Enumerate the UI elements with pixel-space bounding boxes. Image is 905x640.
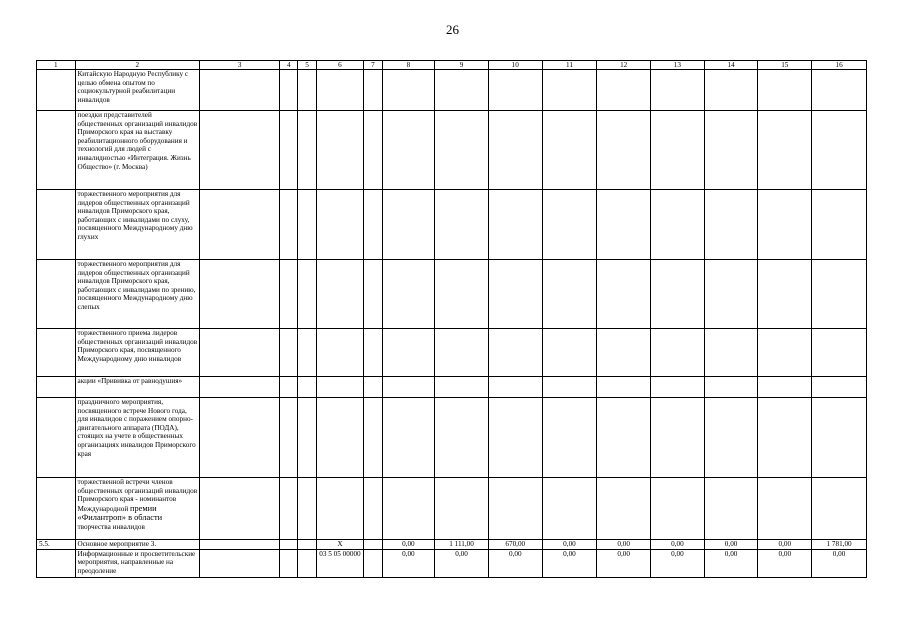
code-cell: X — [316, 540, 364, 550]
header-cell: 4 — [280, 61, 298, 70]
header-cell: 1 — [37, 61, 76, 70]
activity-text: торжественного мероприятия для лидеров общественных организаций инвалидов Приморского края, работающих с инвалидами по слуху, посвященного Международному дню глухих — [75, 190, 200, 260]
amount-cell: 0,00 — [597, 549, 651, 577]
header-cell: 15 — [758, 61, 812, 70]
amount-cell: 0,00 — [704, 540, 758, 550]
amount-cell: 0,00 — [597, 540, 651, 550]
header-cell: 7 — [364, 61, 382, 70]
table-row — [37, 329, 867, 377]
activity-text: торжественного мероприятия для лидеров общественных организаций инвалидов Приморского края, работающих с инвалидами по зрению, посвященного Международному дню слепых — [75, 260, 200, 329]
table-row-5-5 — [37, 540, 867, 550]
page-number: 26 — [446, 22, 459, 37]
amount-cell: 0,00 — [488, 549, 542, 577]
activity-text-part: творчества инвалидов — [77, 522, 145, 531]
header-cell: 11 — [542, 61, 597, 70]
code-cell: 03 5 05 00000 — [316, 549, 364, 577]
header-cell: 13 — [651, 61, 705, 70]
amount-cell: 0,00 — [651, 540, 705, 550]
table-row-5-5-detail — [37, 549, 867, 577]
header-cell: 10 — [488, 61, 542, 70]
amount-cell: 0,00 — [758, 549, 812, 577]
header-cell: 6 — [316, 61, 364, 70]
amount-cell: 0,00 — [758, 540, 812, 550]
amount-cell: 0,00 — [382, 540, 435, 550]
amount-cell: 0,00 — [542, 549, 597, 577]
table-row — [37, 190, 867, 260]
table-row — [37, 478, 867, 540]
table-row — [37, 377, 867, 398]
amount-cell: 0,00 — [542, 540, 597, 550]
header-cell: 9 — [435, 61, 489, 70]
header-cell: 8 — [382, 61, 435, 70]
activity-text-part: торжественной встречи членов общественных организаций инвалидов Приморского края - номинантов Международной — [77, 478, 198, 513]
header-cell: 2 — [75, 61, 200, 70]
amount-cell: 670,00 — [488, 540, 542, 550]
activity-title: Основное мероприятие 3. — [75, 540, 200, 550]
header-cell: 16 — [812, 61, 867, 70]
table-row — [37, 70, 867, 111]
activity-text: торжественного приема лидеров общественных организаций инвалидов Приморского края, посвященного Международному дню инвалидов — [75, 329, 200, 377]
activity-text-large: премии «Филантроп» в области — [77, 503, 163, 523]
table-row — [37, 398, 867, 478]
amount-cell: 1 781,00 — [812, 540, 867, 550]
budget-table — [36, 60, 867, 578]
activity-text: акции «Прививка от равнодушия» — [75, 377, 200, 398]
header-cell: 3 — [200, 61, 280, 70]
header-cell: 14 — [704, 61, 758, 70]
table-row — [37, 111, 867, 190]
table-row — [37, 260, 867, 329]
row-number: 5.5. — [37, 540, 76, 550]
amount-cell: 0,00 — [812, 549, 867, 577]
amount-cell: 0,00 — [382, 549, 435, 577]
amount-cell: 0,00 — [704, 549, 758, 577]
activity-text: Информационные и просветительские мероприятия, направленные на преодоление — [75, 549, 200, 577]
activity-text: праздничного мероприятия, посвященного встрече Нового года, для инвалидов с поражением опорно-двигательного аппарата (ПОДА), стоящих на учете в общественных организациях инвалидов Приморского края — [75, 398, 200, 478]
header-row — [37, 61, 867, 70]
activity-text — [75, 478, 200, 540]
amount-cell: 1 111,00 — [435, 540, 489, 550]
header-cell: 12 — [597, 61, 651, 70]
activity-text: Китайскую Народную Республику с целью обмена опытом по социокультурной реабилитации инвалидов — [75, 70, 200, 111]
activity-text: поездки представителей общественных организаций инвалидов Приморского края на выставку реабилитационного оборудования и технологий для людей с инвалидностью «Интеграция. Жизнь Общество» (г. Москва) — [75, 111, 200, 190]
amount-cell: 0,00 — [651, 549, 705, 577]
header-cell: 5 — [298, 61, 316, 70]
amount-cell: 0,00 — [435, 549, 489, 577]
